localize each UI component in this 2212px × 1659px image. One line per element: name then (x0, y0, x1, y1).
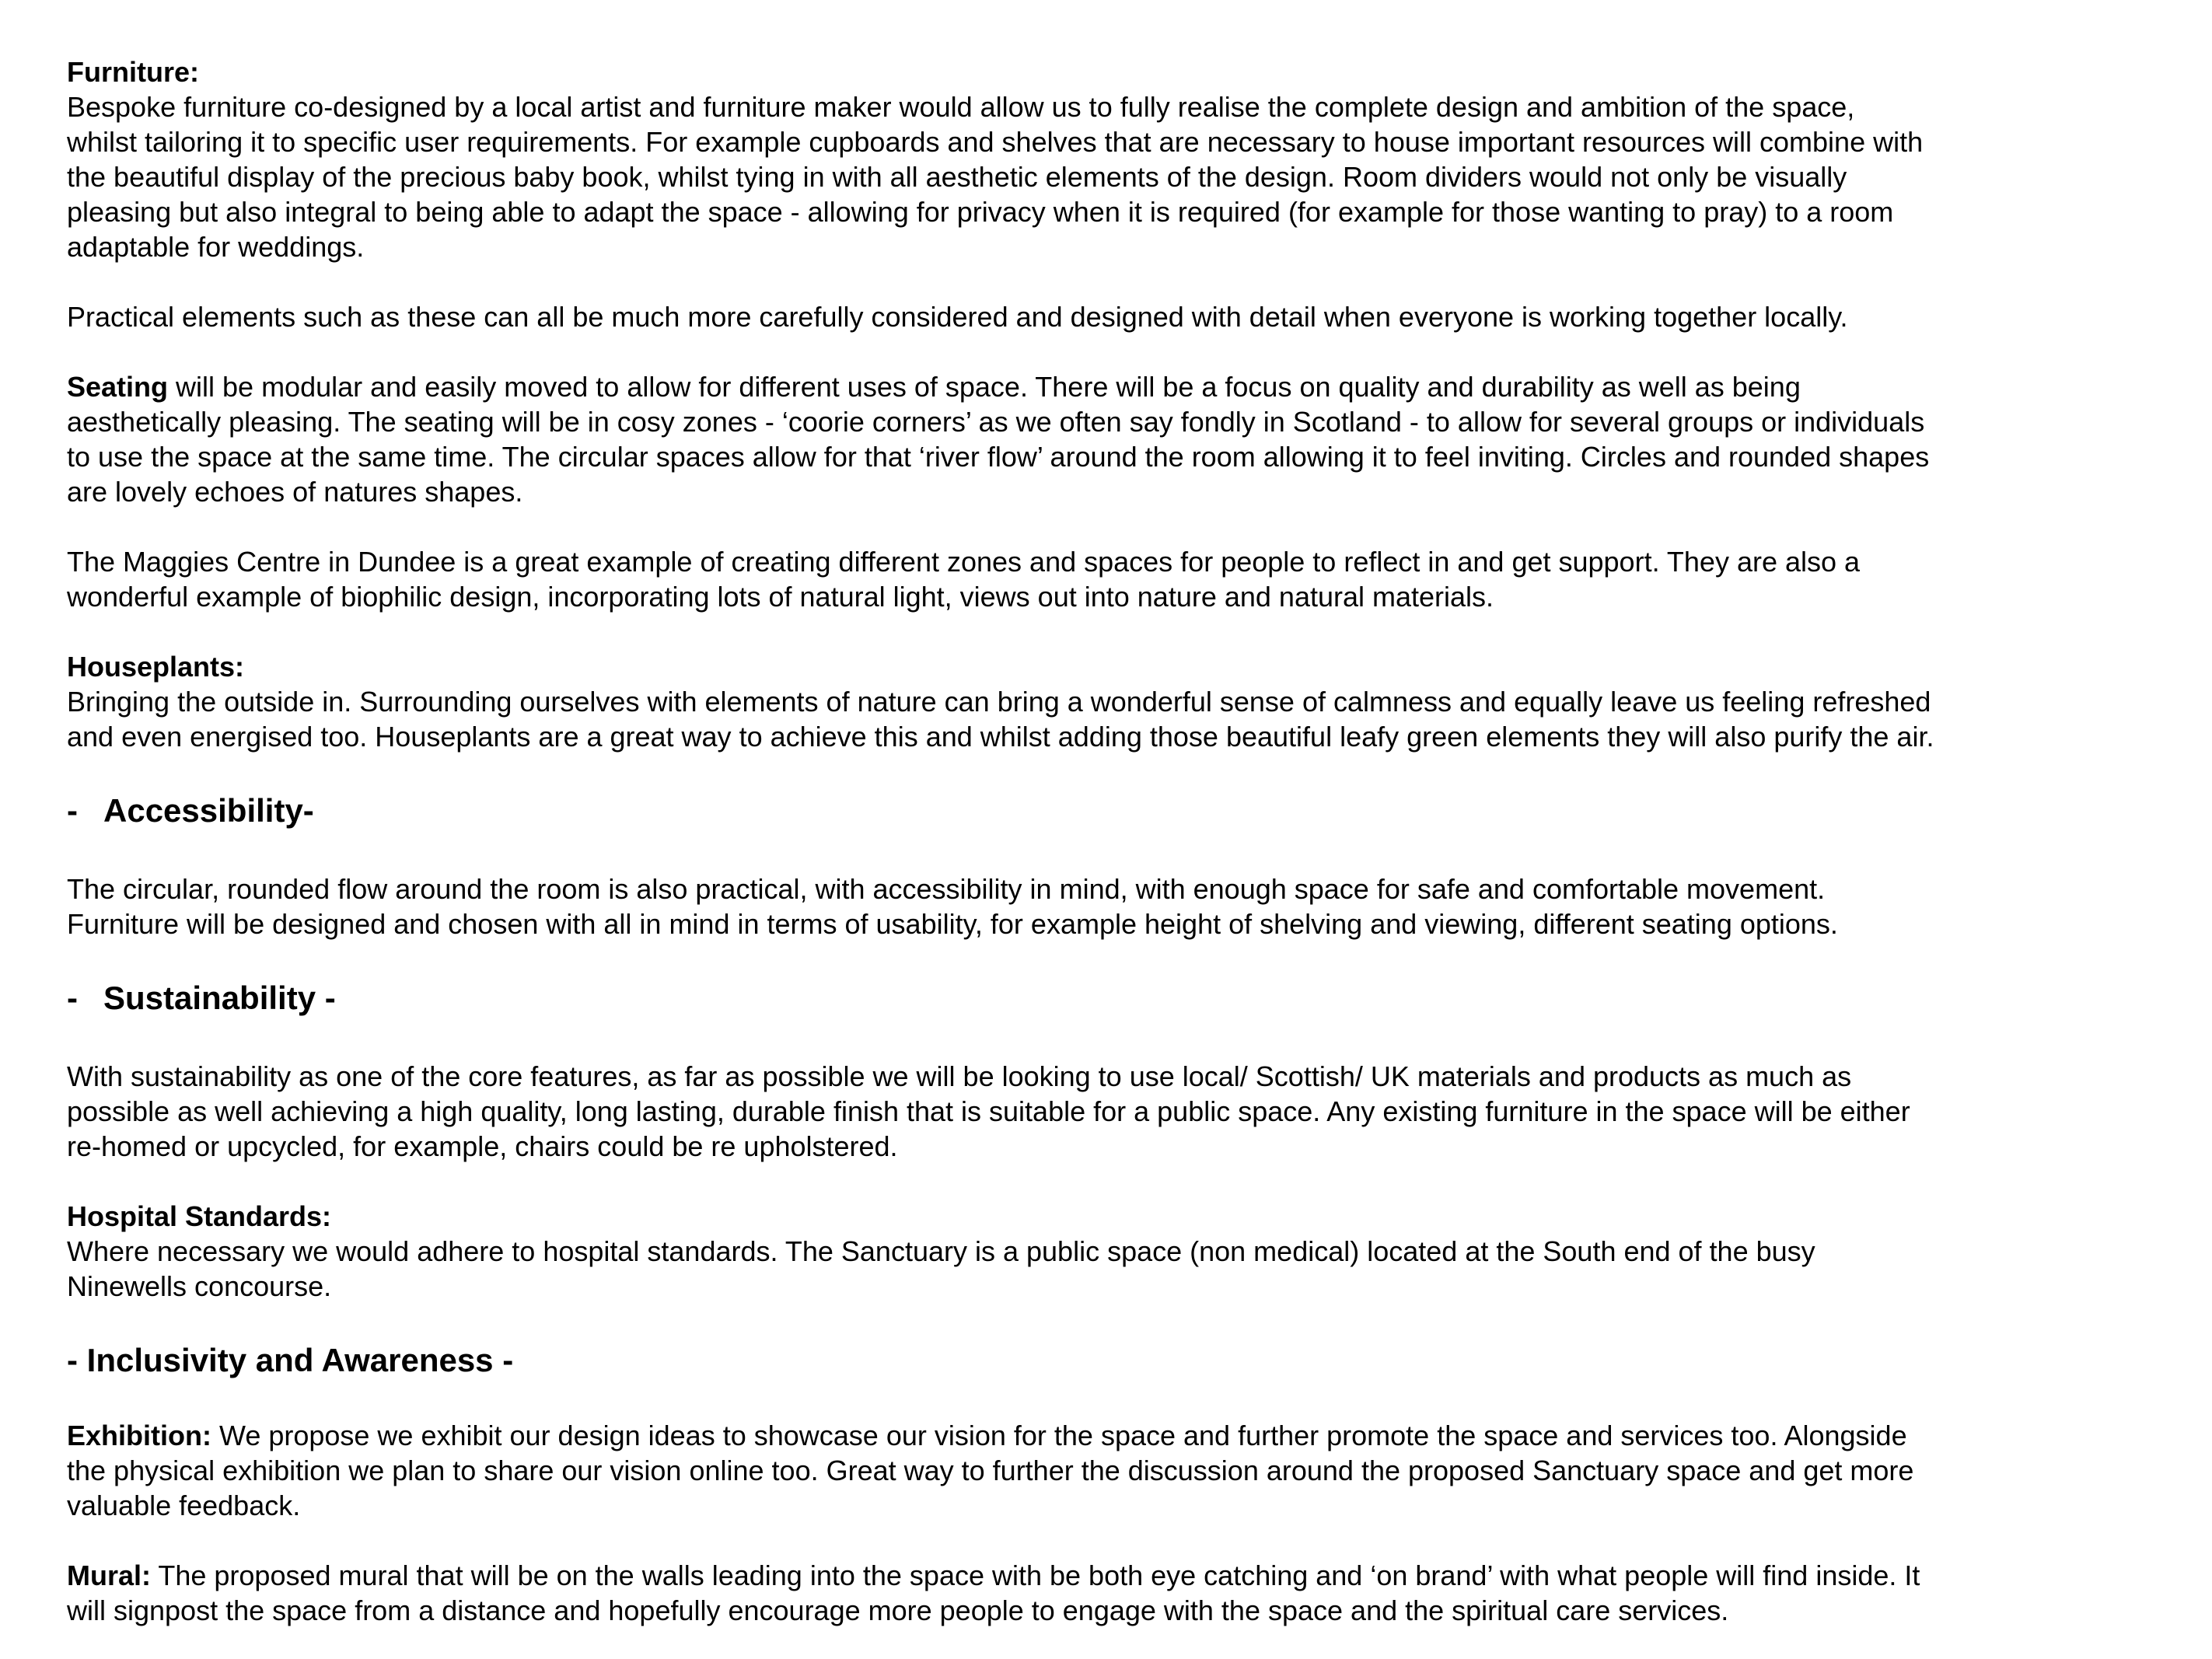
accessibility-line: Furniture will be designed and chosen with all in mind in terms of usability, for example height of shelving and viewing, different seating options. (67, 908, 1838, 940)
furniture-line: whilst tailoring it to specific user requirements. For example cupboards and shelves that are necessary to house important resources will combine with (67, 126, 1924, 158)
spacer (67, 264, 2166, 299)
furniture-line: the beautiful display of the precious baby book, whilst tying in with all aesthetic elements of the design. Room dividers would not only be visually (67, 161, 1847, 193)
spacer (67, 509, 2166, 544)
furniture-line: Bespoke furniture co-designed by a local artist and furniture maker would allow us to fully realise the complete design and ambition of the space, (67, 91, 1855, 123)
spacer (67, 1378, 2166, 1418)
practical-paragraph (67, 299, 2166, 334)
exhibition-paragraph (67, 1418, 2166, 1523)
exhibition-first-line-rest: We propose we exhibit our design ideas to showcase our vision for the space and further promote the space and services too. Alongside (211, 1420, 1907, 1451)
accessibility-line: The circular, rounded flow around the room is also practical, with accessibility in mind, with enough space for safe and comfortable movement. (67, 873, 1826, 905)
maggies-paragraph (67, 544, 2166, 614)
seating-lead: Seating (67, 371, 169, 403)
spacer (67, 334, 2166, 369)
spacer (67, 1304, 2166, 1343)
seating-section (67, 369, 2166, 509)
houseplants-heading: Houseplants: (67, 651, 245, 683)
sustainability-heading-text: Sustainability - (103, 980, 336, 1016)
houseplants-line: Bringing the outside in. Surrounding ourselves with elements of nature can bring a wonderful sense of calmness and equally leave us feeling refreshed (67, 686, 1931, 718)
accessibility-dash: - (67, 792, 78, 829)
sustainability-heading (67, 980, 2166, 1015)
spacer (67, 754, 2166, 793)
hospital-line: Where necessary we would adhere to hospital standards. The Sanctuary is a public space (non medical) located at the South end of the busy (67, 1235, 1815, 1267)
mural-first-line-rest: The proposed mural that will be on the walls leading into the space with be both eye catching and ‘on brand’ with what people will find inside. It (151, 1559, 1920, 1591)
hospital-heading: Hospital Standards: (67, 1200, 332, 1232)
sustainability-dash: - (67, 980, 78, 1016)
spacer (67, 941, 2166, 980)
seating-line: to use the space at the same time. The circular spaces allow for that ‘river flow’ around the room allowing it to feel inviting. Circles and rounded shapes (67, 441, 1930, 473)
mural-line: will signpost the space from a distance and hopefully encourage more people to engage with the space and the spiritual care services. (67, 1594, 1729, 1626)
spacer (67, 1164, 2166, 1199)
hospital-section (67, 1199, 2166, 1304)
spacer (67, 614, 2166, 649)
sustainability-line: With sustainability as one of the core features, as far as possible we will be looking to use local/ Scottish/ UK materials and products as much as (67, 1060, 1852, 1092)
seating-line: are lovely echoes of natures shapes. (67, 476, 523, 508)
exhibition-line: valuable feedback. (67, 1490, 301, 1521)
practical-line: Practical elements such as these can all be much more carefully considered and designed with detail when everyone is working together locally. (67, 301, 1848, 333)
sustainability-paragraph (67, 1059, 2166, 1164)
accessibility-heading (67, 793, 2166, 828)
furniture-line: adaptable for weddings. (67, 231, 365, 263)
furniture-heading: Furniture: (67, 56, 199, 88)
houseplants-line: and even energised too. Houseplants are a great way to achieve this and whilst adding those beautiful leafy green elements they will also purify the air. (67, 721, 1934, 753)
exhibition-first-line (67, 1418, 2166, 1453)
seating-line: aesthetically pleasing. The seating will be in cosy zones - ‘coorie corners’ as we often say fondly in Scotland - to allow for several groups or individuals (67, 406, 1925, 438)
furniture-section (67, 54, 2166, 264)
spacer (67, 1523, 2166, 1558)
maggies-line: The Maggies Centre in Dundee is a great example of creating different zones and spaces for people to reflect in and get support. They are also a (67, 546, 1861, 578)
seating-first-line-rest: will be modular and easily moved to allow for different uses of space. There will be a focus on quality and durability as well as being (168, 371, 1801, 403)
mural-paragraph (67, 1558, 2166, 1628)
accessibility-paragraph (67, 871, 2166, 941)
mural-first-line (67, 1558, 2166, 1593)
spacer (67, 828, 2166, 871)
houseplants-section (67, 649, 2166, 754)
exhibition-line: the physical exhibition we plan to share our vision online too. Great way to further the discussion around the proposed Sanctuary space and get more (67, 1455, 1914, 1486)
inclusivity-heading: - Inclusivity and Awareness - (67, 1342, 514, 1378)
sustainability-line: possible as well achieving a high quality, long lasting, durable finish that is suitable for a public space. Any existing furniture in the space will be either (67, 1095, 1910, 1127)
document-page (67, 54, 2166, 1628)
spacer (67, 1015, 2166, 1059)
seating-first-line (67, 369, 2166, 404)
hospital-line: Ninewells concourse. (67, 1270, 332, 1302)
furniture-line: pleasing but also integral to being able to adapt the space - allowing for privacy when it is required (for example for those wanting to pray) to a room (67, 196, 1894, 228)
sustainability-line: re-homed or upcycled, for example, chairs could be re upholstered. (67, 1130, 898, 1162)
exhibition-lead: Exhibition: (67, 1420, 211, 1451)
maggies-line: wonderful example of biophilic design, incorporating lots of natural light, views out into nature and natural materials. (67, 581, 1494, 613)
accessibility-heading-text: Accessibility- (103, 792, 314, 829)
mural-lead: Mural: (67, 1559, 151, 1591)
